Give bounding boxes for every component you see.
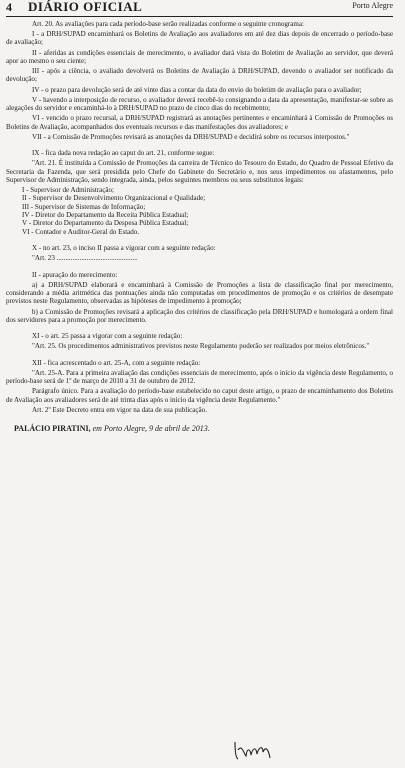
paragraph: "Art. 25. Os procedimentos administrativos previstos neste Regulamento poderão ser realizados por meios eletrônicos." [32, 342, 370, 351]
paragraph: VI - vencido o prazo recursal, a DRH/SUPAD registrará as anotações pertinentes e encaminhará à Comissão de Promoções os Boletins de Avaliação, acompanhados dos eventuais recursos e das manifestações dos avaliadores; e [6, 114, 393, 131]
masthead-title: DIÁRIO OFICIAL [28, 0, 143, 14]
palace-name: PALÁCIO PIRATINI, [14, 424, 91, 434]
paragraph: V - havendo a interposição de recurso, o avaliador deverá recebê-lo consignando a data da apresentação, manifestar-se sobre as alegações do servidor e encaminhá-lo à DRH/SUPAD no prazo de cinco dias do recebimento; [6, 95, 393, 113]
handwritten-signature [232, 738, 282, 762]
paragraph: I - Supervisor de Administração; [22, 186, 114, 195]
paragraph: IV - o prazo para devolução será de até vinte dias a contar da data do envio do boletim de avaliação para o avaliador; [32, 85, 362, 94]
paragraph: II - Supervisor de Desenvolvimento Organizacional e Qualidade; [22, 194, 206, 203]
paragraph: X - no art. 23, o inciso II passa a vigorar com a seguinte redação: [32, 244, 216, 253]
closing-line [6, 424, 393, 433]
paragraph: XI - o art. 25 passa a vigorar com a seguinte redação: [32, 332, 183, 341]
paragraph: Art. 2º Este Decreto entra em vigor na data de sua publicação. [32, 405, 207, 414]
paragraph: VI - Contador e Auditor-Geral do Estado. [22, 227, 140, 236]
paragraph: b) a Comissão de Promoções revisará a aplicação dos critérios de classificação pela DRH/SUPAD e homologará a ordem final dos servidores para a promoção por merecimento. [6, 307, 393, 324]
paragraph: "Art. 25-A. Para a primeira avaliação das condições essenciais de merecimento, após o início da vigência deste Regulamento, o período-base será de 1º de março de 2010 a 31 de outubro de 2012. [6, 368, 393, 386]
paragraph: IV - Diretor do Departamento da Receita Pública Estadual; [22, 211, 189, 220]
paragraph: "Art. 21. É instituída a Comissão de Promoções da carreira de Técnico do Tesouro do Estado, do Quadro de Pessoal Efetivo da Secretaria da Fazenda, que será presidida pelo Chefe do Gabinete do Secretário e, nos seus impedimentos ou afastamentos, pelo Supervisor de Administração, sendo integrada, ainda, pelos seguintes membros ou seus substitutos legais: [6, 159, 393, 184]
paragraph: a) a DRH/SUPAD elaborará e encaminhará à Comissão de Promoções a lista de classificação final por merecimento, considerando a média aritmética das pontuações ainda não computadas em procedimentos de promoção e os critérios de desempate previstos neste Regulamento, observadas as hipóteses de impedimento à promoção; [6, 280, 393, 306]
paragraph: Art. 20. As avaliações para cada período-base serão realizadas conforme o seguinte cronograma: [32, 20, 304, 28]
header-right-text: Porto Alegre [352, 1, 393, 10]
place-date: em Porto Alegre, 9 de abril de 2013. [92, 424, 210, 434]
paragraph: XII - fica acrescentado o art. 25-A, com a seguinte redação: [32, 358, 201, 367]
document-body [6, 20, 393, 414]
paragraph: V - Diretor do Departamento da Despesa Pública Estadual; [22, 219, 189, 228]
paragraph: IX - fica dada nova redação ao caput do art. 21, conforme segue: [32, 149, 215, 158]
paragraph: "Art. 23 .............................................. [32, 254, 138, 263]
paragraph: I - a DRH/SUPAD encaminhará os Boletins de Avaliação aos avaliadores em até dez dias depois de encerrado o período-base de avaliação; [6, 30, 393, 47]
page-number: 4 [6, 0, 12, 14]
paragraph: VII - a Comissão de Promoções revisará as anotações da DRH/SUPAD e decidirá sobre os recursos interpostos." [32, 132, 350, 141]
paragraph: III - após a ciência, o avaliado devolverá os Boletins de Avaliação à DRH/SUPAD, devendo o avaliador ser notificado da devolução; [6, 67, 393, 84]
page-header [6, 0, 393, 17]
paragraph: III - Supervisor de Sistemas de Informação; [22, 202, 146, 211]
paragraph: II - apuração do merecimento: [32, 270, 118, 279]
paragraph: II - aferidas as condições essenciais de merecimento, o avaliador dará vista do Boletim de Avaliação ao servidor, que deverá apor ao mesmo o seu ciente; [6, 48, 393, 65]
paragraph: Parágrafo único. Para a avaliação do período-base estabelecido no caput deste artigo, o prazo de encaminhamento dos Boletins de Avaliação aos avaliadores será de até trinta dias após o início da vigência deste Regulamento." [6, 387, 393, 404]
